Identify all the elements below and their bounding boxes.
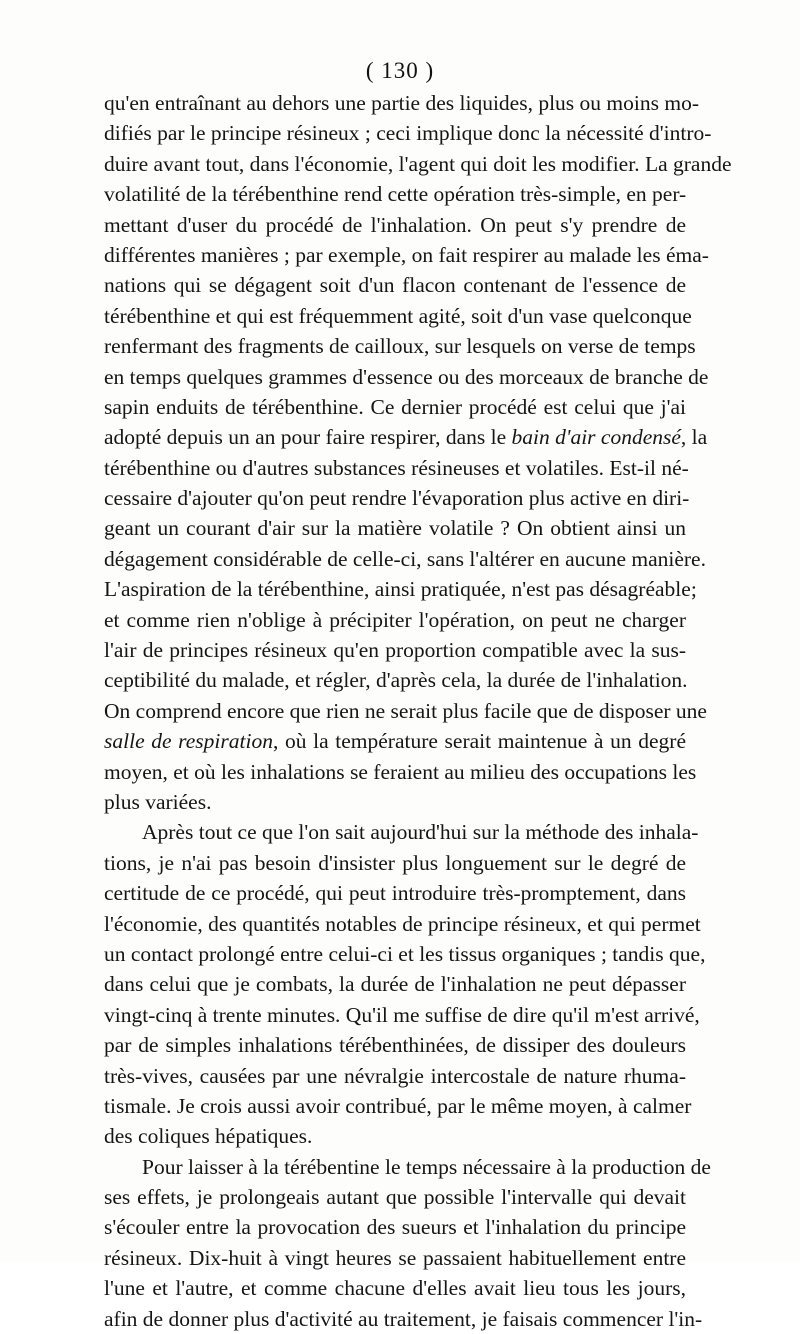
text-line: térébenthine ou d'autres substances résineuses et volatiles. Est-il né-	[104, 455, 689, 480]
text-line: L'aspiration de la térébenthine, ainsi pratiquée, n'est pas désagréable;	[104, 577, 697, 602]
page-number: ( 130 )	[365, 58, 435, 83]
text-line: geant un courant d'air sur la matière volatile ? On obtient ainsi un	[104, 516, 686, 541]
text-line: Après tout ce que l'on sait aujourd'hui sur la méthode des inhala-	[142, 820, 699, 845]
text-line: l'économie, des quantités notables de principe résineux, et qui permet	[104, 911, 701, 936]
text-line: l'une et l'autre, et comme chacune d'elles avait lieu tous les jours,	[104, 1276, 686, 1301]
text-line: vingt-cinq à trente minutes. Qu'il me suffise de dire qu'il m'est arrivé,	[104, 1002, 700, 1027]
text-line: et comme rien n'oblige à précipiter l'opération, on peut ne charger	[104, 607, 686, 632]
text-line: qu'en entraînant au dehors une partie des liquides, plus ou moins mo-	[104, 91, 699, 115]
text-line: volatilité de la térébenthine rend cette opération très-simple, en per-	[104, 182, 687, 207]
text-line: un contact prolongé entre celui-ci et les tissus organiques ; tandis que,	[104, 941, 706, 966]
text-line: Pour laisser à la térébentine le temps nécessaire à la production de	[142, 1154, 711, 1179]
text-line: renfermant des fragments de cailloux, sur lesquels on verse de temps	[104, 334, 696, 359]
text-line: nations qui se dégagent soit d'un flacon contenant de l'essence de	[104, 273, 686, 298]
text-line: s'écouler entre la provocation des sueurs et l'inhalation du principe	[104, 1215, 686, 1240]
text-line: dégagement considérable de celle-ci, sans l'altérer en aucune manière.	[104, 546, 706, 571]
text-line: très-vives, causées par une névralgie intercostale de nature rhuma-	[104, 1063, 686, 1088]
text-line: tismale. Je crois aussi avoir contribué, par le même moyen, à calmer	[104, 1093, 692, 1118]
text-line: sapin enduits de térébenthine. Ce dernier procédé est celui que j'ai	[104, 394, 686, 419]
paragraph	[104, 1152, 711, 1334]
text-line: difiés par le principe résineux ; ceci implique donc la nécessité d'intro-	[104, 121, 712, 146]
text-line: tions, je n'ai pas besoin d'insister plus longuement sur le degré de	[104, 850, 686, 875]
text-line: par de simples inhalations térébenthinées, de dissiper des douleurs	[104, 1033, 686, 1058]
text-line: On comprend encore que rien ne serait plus facile que de disposer une	[104, 698, 707, 723]
text-line: dans celui que je combats, la durée de l'inhalation ne peut dépasser	[104, 972, 686, 997]
text-line: résineux. Dix-huit à vingt heures se passaient habituellement entre	[104, 1245, 686, 1270]
text-line: adopté depuis un an pour faire respirer, dans le bain d'air condensé, la	[104, 425, 708, 450]
paragraph	[104, 817, 706, 1151]
text-line: duire avant tout, dans l'économie, l'agent qui doit les modifier. La grande	[104, 151, 732, 176]
text-line: plus variées.	[104, 789, 212, 814]
text-line: des coliques hépatiques.	[104, 1124, 313, 1149]
text-line: l'air de principes résineux qu'en proportion compatible avec la sus-	[104, 638, 686, 663]
paragraph	[104, 88, 732, 817]
text-line: certitude de ce procédé, qui peut introduire très-promptement, dans	[104, 881, 686, 906]
body-text	[104, 88, 732, 1334]
text-line: en temps quelques grammes d'essence ou des morceaux de branche de	[104, 364, 709, 389]
text-line: différentes manières ; par exemple, on fait respirer au malade les éma-	[104, 242, 709, 267]
text-line: moyen, et où les inhalations se feraient au milieu des occupations les	[104, 759, 697, 784]
text-line: ceptibilité du malade, et régler, d'après cela, la durée de l'inhalation.	[104, 668, 688, 693]
text-line: mettant d'user du procédé de l'inhalation. On peut s'y prendre de	[104, 212, 686, 237]
text-line: térébenthine et qui est fréquemment agité, soit d'un vase quelconque	[104, 303, 692, 328]
text-line: afin de donner plus d'activité au traitement, je faisais commencer l'in-	[104, 1306, 703, 1331]
text-line: salle de respiration, où la température serait maintenue à un degré	[104, 729, 686, 754]
text-line: ses effets, je prolongeais autant que possible l'intervalle qui devait	[104, 1185, 686, 1210]
text-line: cessaire d'ajouter qu'on peut rendre l'évaporation plus active en diri-	[104, 486, 690, 511]
